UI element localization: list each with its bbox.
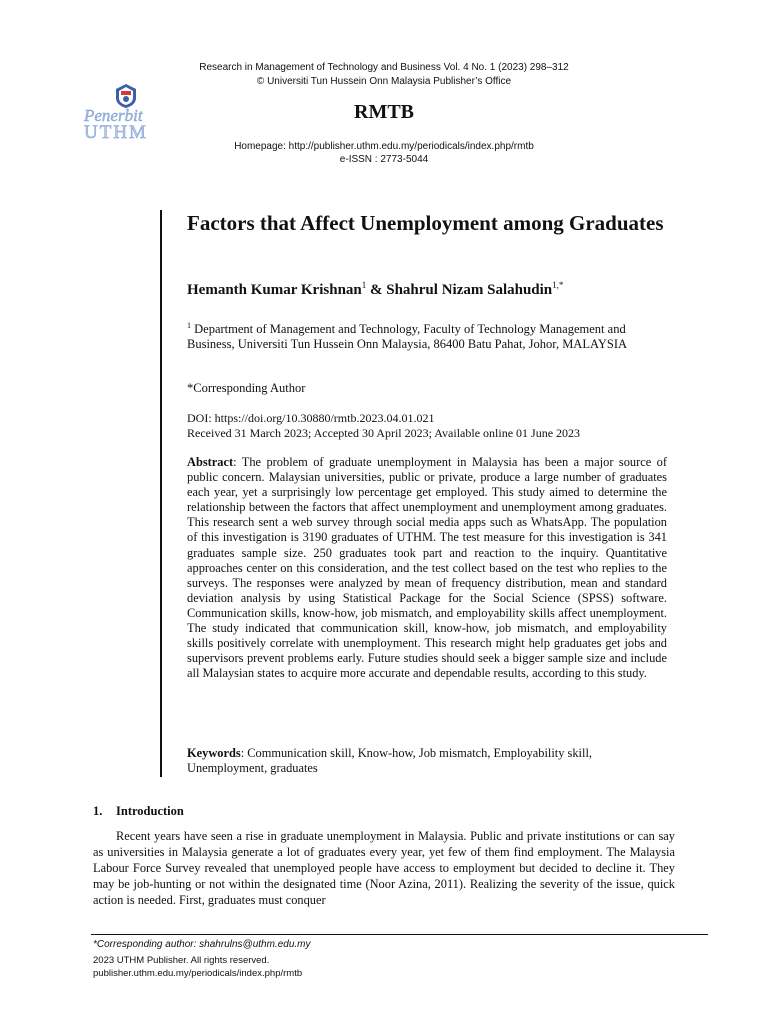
- article-dates: Received 31 March 2023; Accepted 30 April 2023; Available online 01 June 2023: [187, 426, 581, 440]
- affiliation: [187, 318, 667, 352]
- section-heading: [93, 804, 184, 819]
- paper-title: Factors that Affect Unemployment among Graduates: [187, 211, 664, 235]
- intro-paragraph: Recent years have seen a rise in graduate unemployment in Malaysia. Public and private institutions or can say as universities in Malaysia generate a lot of graduates every year, yet few of them find employment. The Malaysia Labour Force Survey revealed that unemployed people have access to employment but decided to decline it. They may be job-hunting or not within the designated time (Noor Azina, 2011). Realizing the severity of the issue, quick action is needed. First, graduates must conquer: [93, 829, 675, 907]
- section-title: Introduction: [116, 804, 184, 818]
- journal-homepage[interactable]: Homepage: http://publisher.uthm.edu.my/periodicals/index.php/rmtb: [234, 141, 534, 152]
- author-affiliation-mark: 1,*: [552, 280, 564, 290]
- keywords-text: : Communication skill, Know-how, Job mismatch, Employability skill, Unemployment, graduates: [187, 746, 592, 776]
- journal-abbrev: RMTB: [354, 101, 414, 123]
- doi-link[interactable]: DOI: https://doi.org/10.30880/rmtb.2023.04.01.021: [187, 411, 435, 425]
- footer-corresponding-email: *Corresponding author: shahrulns@uthm.edu.my: [93, 939, 311, 950]
- logo-text-penerbit: Penerbit: [84, 106, 143, 125]
- author-joiner: &: [366, 282, 387, 298]
- keywords-label: Keywords: [187, 746, 241, 760]
- author-name: Shahrul Nizam Salahudin: [386, 282, 553, 298]
- abstract-sidebar-rule: [160, 210, 162, 777]
- journal-citation: Research in Management of Technology and Business Vol. 4 No. 1 (2023) 298–312: [199, 62, 569, 73]
- article-metadata: [187, 411, 667, 441]
- publisher-line: © Universiti Tun Hussein Onn Malaysia Publisher’s Office: [256, 76, 512, 87]
- abstract-text: : The problem of graduate unemployment in Malaysia has been a major source of public concern. Malaysian universities, public or private, produce a large number of graduates each year, yet a surprisingly low percentage get employed. This study aimed to determine the relationship between the factors that affect unemployment and unemployment among graduates. This research sent a web survey through social media apps such as WhatsApp. The population of this investigation is 3190 graduates of UTHM. The test measure for this investigation is 341 graduates sample size. 250 graduates took part and reaction to the inquiry. Quantitative approaches center on this consideration, and the test collect based on the test who replies to the surveys. The responses were analyzed by mean of frequency distribution, mean and standard deviation analysis by using Statistical Package for the Social Science (SPSS) software. Communication skills, know-how, job mismatch, and employability skills affect unemployment. The study indicated that communication skill, know-how, job mismatch, and employability skills positively correlate with unemployment. This research might help graduates get jobs and supervisors prevent problems early. Future studies should seek a bigger sample size and include all Malaysian states to acquire more accurate and dependable results, according to this study.: [187, 455, 667, 681]
- abstract: [187, 455, 667, 681]
- author-affiliation-mark: 1: [361, 280, 367, 290]
- affiliation-text: Department of Management and Technology, Faculty of Technology Management and Business, Universiti Tun Hussein Onn Malaysia, 86400 Batu Pahat, Johor, MALAYSIA: [187, 322, 628, 352]
- abstract-label: Abstract: [187, 455, 234, 469]
- corresponding-note: *Corresponding Author: [187, 381, 306, 395]
- author-name: Hemanth Kumar Krishnan: [187, 282, 362, 298]
- journal-eissn: e-ISSN : 2773-5044: [339, 154, 429, 165]
- footer-rule: [91, 934, 708, 935]
- author-list: [187, 280, 667, 299]
- footer-copyright: 2023 UTHM Publisher. All rights reserved.: [93, 955, 270, 966]
- footer-url[interactable]: publisher.uthm.edu.my/periodicals/index.php/rmtb: [93, 968, 303, 979]
- logo-text-uthm: UTHM: [84, 122, 148, 143]
- keywords: [187, 746, 667, 776]
- section-number: 1.: [93, 804, 103, 818]
- affiliation-mark: 1: [187, 321, 191, 330]
